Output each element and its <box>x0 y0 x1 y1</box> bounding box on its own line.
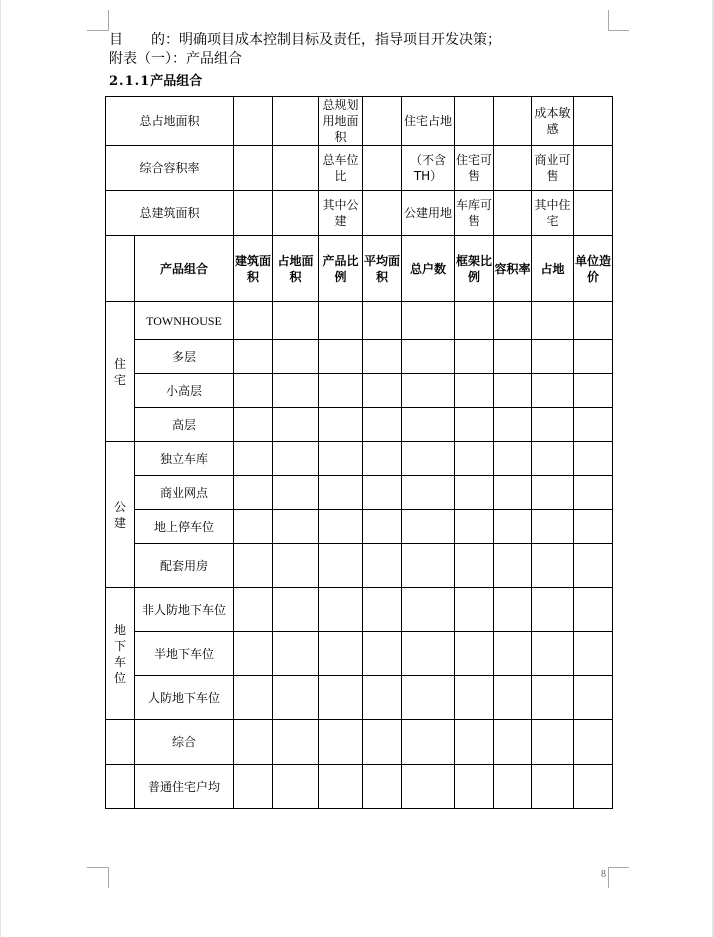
data-cell <box>494 720 532 765</box>
crop-mark <box>108 10 109 31</box>
footer-blank-cell <box>106 720 135 765</box>
data-cell <box>319 632 363 676</box>
data-cell <box>363 676 402 720</box>
data-cell <box>319 588 363 632</box>
data-cell <box>319 765 363 809</box>
data-cell <box>455 476 494 510</box>
data-cell <box>273 544 319 588</box>
table-row <box>106 544 613 588</box>
data-cell <box>273 476 319 510</box>
data-cell <box>234 676 273 720</box>
data-cell <box>273 632 319 676</box>
column-header: 平均面积 <box>363 236 402 302</box>
data-cell <box>402 765 455 809</box>
data-cell <box>402 408 455 442</box>
crop-mark <box>608 30 629 31</box>
data-cell <box>234 374 273 408</box>
data-cell <box>494 302 532 340</box>
summary-value-cell <box>363 191 402 236</box>
data-cell <box>494 408 532 442</box>
data-cell <box>532 588 574 632</box>
column-header: 产品组合 <box>135 236 234 302</box>
data-cell <box>363 544 402 588</box>
table-row <box>106 720 613 765</box>
data-cell <box>319 510 363 544</box>
summary-value-cell <box>234 146 273 191</box>
data-cell <box>455 510 494 544</box>
data-cell <box>494 676 532 720</box>
summary-label: 公建用地 <box>402 191 455 236</box>
data-cell <box>532 676 574 720</box>
crop-mark <box>108 867 109 888</box>
data-cell <box>455 720 494 765</box>
row-label: 高层 <box>135 408 234 442</box>
table-row <box>106 676 613 720</box>
row-label: 非人防地下车位 <box>135 588 234 632</box>
summary-row <box>106 191 613 236</box>
data-cell <box>234 510 273 544</box>
data-cell <box>455 765 494 809</box>
row-label: 商业网点 <box>135 476 234 510</box>
data-cell <box>494 510 532 544</box>
data-cell <box>273 676 319 720</box>
data-cell <box>574 676 613 720</box>
data-cell <box>234 765 273 809</box>
summary-label: 总车位比 <box>319 146 363 191</box>
summary-label: 车库可售 <box>455 191 494 236</box>
column-header: 单位造价 <box>574 236 613 302</box>
table-row <box>106 442 613 476</box>
data-cell <box>234 408 273 442</box>
row-label: 普通住宅户均 <box>135 765 234 809</box>
summary-label: （不含TH） <box>402 146 455 191</box>
data-cell <box>402 510 455 544</box>
data-cell <box>574 374 613 408</box>
summary-value-cell <box>574 97 613 146</box>
column-header: 占地面积 <box>273 236 319 302</box>
purpose-line <box>109 31 501 49</box>
summary-value-cell <box>273 97 319 146</box>
row-label: 小高层 <box>135 374 234 408</box>
data-cell <box>574 302 613 340</box>
row-label: 人防地下车位 <box>135 676 234 720</box>
data-cell <box>273 374 319 408</box>
data-cell <box>273 408 319 442</box>
data-cell <box>532 340 574 374</box>
data-cell <box>494 442 532 476</box>
data-cell <box>574 544 613 588</box>
footer-blank-cell <box>106 765 135 809</box>
row-label: 独立车库 <box>135 442 234 476</box>
data-cell <box>532 765 574 809</box>
data-cell <box>402 544 455 588</box>
data-cell <box>234 544 273 588</box>
row-label: 多层 <box>135 340 234 374</box>
row-label: 半地下车位 <box>135 632 234 676</box>
summary-value-cell <box>494 191 532 236</box>
data-cell <box>402 476 455 510</box>
data-cell <box>234 442 273 476</box>
table-row <box>106 408 613 442</box>
data-cell <box>319 374 363 408</box>
data-cell <box>574 408 613 442</box>
data-cell <box>574 510 613 544</box>
summary-value-cell <box>273 146 319 191</box>
data-cell <box>363 632 402 676</box>
header-blank-cell <box>106 236 135 302</box>
data-cell <box>455 676 494 720</box>
data-cell <box>494 374 532 408</box>
data-cell <box>273 340 319 374</box>
data-cell <box>363 374 402 408</box>
section-number: 2.1.1 <box>109 74 151 89</box>
summary-label: 住宅可售 <box>455 146 494 191</box>
row-label: 配套用房 <box>135 544 234 588</box>
data-cell <box>532 510 574 544</box>
group-label: 公 建 <box>106 442 135 588</box>
data-cell <box>363 720 402 765</box>
data-cell <box>574 476 613 510</box>
row-label: 地上停车位 <box>135 510 234 544</box>
summary-label: 综合容积率 <box>106 146 234 191</box>
data-cell <box>402 676 455 720</box>
summary-value-cell <box>234 97 273 146</box>
data-cell <box>234 476 273 510</box>
section-title: 产品组合 <box>150 74 203 89</box>
data-cell <box>319 720 363 765</box>
data-cell <box>402 588 455 632</box>
column-header: 占地 <box>532 236 574 302</box>
column-header: 总户数 <box>402 236 455 302</box>
data-cell <box>234 720 273 765</box>
summary-value-cell <box>363 146 402 191</box>
data-cell <box>494 544 532 588</box>
summary-value-cell <box>455 97 494 146</box>
summary-label: 住宅占地 <box>402 97 455 146</box>
column-header: 建筑面积 <box>234 236 273 302</box>
summary-label: 其中住宅 <box>532 191 574 236</box>
data-cell <box>532 302 574 340</box>
data-cell <box>363 765 402 809</box>
purpose-text: 明确项目成本控制目标及责任，指导项目开发决策； <box>179 32 501 48</box>
data-cell <box>363 302 402 340</box>
summary-label: 总占地面积 <box>106 97 234 146</box>
data-cell <box>574 340 613 374</box>
data-cell <box>234 340 273 374</box>
summary-row <box>106 146 613 191</box>
purpose-label: 目 的： <box>109 32 179 48</box>
summary-value-cell <box>574 191 613 236</box>
data-cell <box>273 720 319 765</box>
column-header: 产品比例 <box>319 236 363 302</box>
crop-mark <box>87 867 108 868</box>
data-cell <box>532 632 574 676</box>
data-cell <box>273 302 319 340</box>
data-cell <box>402 720 455 765</box>
column-header: 容积率 <box>494 236 532 302</box>
page-left-edge <box>0 0 1 937</box>
data-cell <box>319 544 363 588</box>
data-cell <box>402 374 455 408</box>
crop-mark <box>608 867 629 868</box>
data-cell <box>532 374 574 408</box>
summary-value-cell <box>574 146 613 191</box>
data-cell <box>455 374 494 408</box>
data-cell <box>494 476 532 510</box>
data-cell <box>363 340 402 374</box>
data-cell <box>455 588 494 632</box>
data-cell <box>494 765 532 809</box>
data-cell <box>319 302 363 340</box>
data-cell <box>273 442 319 476</box>
data-cell <box>574 588 613 632</box>
crop-mark <box>608 10 609 31</box>
table-row <box>106 476 613 510</box>
data-cell <box>402 302 455 340</box>
summary-value-cell <box>494 146 532 191</box>
table-row <box>106 302 613 340</box>
data-cell <box>234 588 273 632</box>
data-cell <box>319 476 363 510</box>
summary-label: 商业可售 <box>532 146 574 191</box>
data-cell <box>532 544 574 588</box>
crop-mark <box>87 30 108 31</box>
summary-label: 其中公建 <box>319 191 363 236</box>
data-cell <box>363 588 402 632</box>
data-cell <box>455 408 494 442</box>
summary-value-cell <box>234 191 273 236</box>
summary-value-cell <box>273 191 319 236</box>
data-cell <box>402 340 455 374</box>
product-mix-table <box>105 96 613 809</box>
page-number: 8 <box>601 869 606 880</box>
group-label: 住 宅 <box>106 302 135 442</box>
summary-value-cell <box>494 97 532 146</box>
data-cell <box>273 765 319 809</box>
data-cell <box>402 442 455 476</box>
summary-label: 总建筑面积 <box>106 191 234 236</box>
table-row <box>106 765 613 809</box>
data-cell <box>455 442 494 476</box>
summary-label: 成本敏感 <box>532 97 574 146</box>
data-cell <box>363 476 402 510</box>
data-cell <box>363 442 402 476</box>
data-cell <box>319 408 363 442</box>
data-cell <box>402 632 455 676</box>
group-label: 地 下 车 位 <box>106 588 135 720</box>
table-row <box>106 632 613 676</box>
row-label: TOWNHOUSE <box>135 302 234 340</box>
data-cell <box>234 302 273 340</box>
data-cell <box>363 408 402 442</box>
data-cell <box>234 632 273 676</box>
data-cell <box>532 442 574 476</box>
data-cell <box>574 632 613 676</box>
column-header: 框架比例 <box>455 236 494 302</box>
data-cell <box>455 632 494 676</box>
data-cell <box>455 544 494 588</box>
table-row <box>106 510 613 544</box>
summary-value-cell <box>363 97 402 146</box>
data-cell <box>494 588 532 632</box>
section-heading <box>109 74 202 90</box>
data-cell <box>574 765 613 809</box>
data-cell <box>319 340 363 374</box>
data-cell <box>494 632 532 676</box>
appendix-line: 附表（一）：产品组合 <box>109 51 242 67</box>
data-cell <box>574 442 613 476</box>
crop-mark <box>608 867 609 888</box>
data-cell <box>532 408 574 442</box>
summary-label: 总规划用地面积 <box>319 97 363 146</box>
table-row <box>106 374 613 408</box>
data-cell <box>494 340 532 374</box>
row-label: 综合 <box>135 720 234 765</box>
summary-row <box>106 97 613 146</box>
data-cell <box>455 340 494 374</box>
table-row <box>106 588 613 632</box>
data-cell <box>363 510 402 544</box>
header-row <box>106 236 613 302</box>
data-cell <box>319 442 363 476</box>
data-cell <box>273 510 319 544</box>
table-row <box>106 340 613 374</box>
data-cell <box>319 676 363 720</box>
data-cell <box>273 588 319 632</box>
data-cell <box>532 476 574 510</box>
data-cell <box>532 720 574 765</box>
data-cell <box>574 720 613 765</box>
data-cell <box>455 302 494 340</box>
